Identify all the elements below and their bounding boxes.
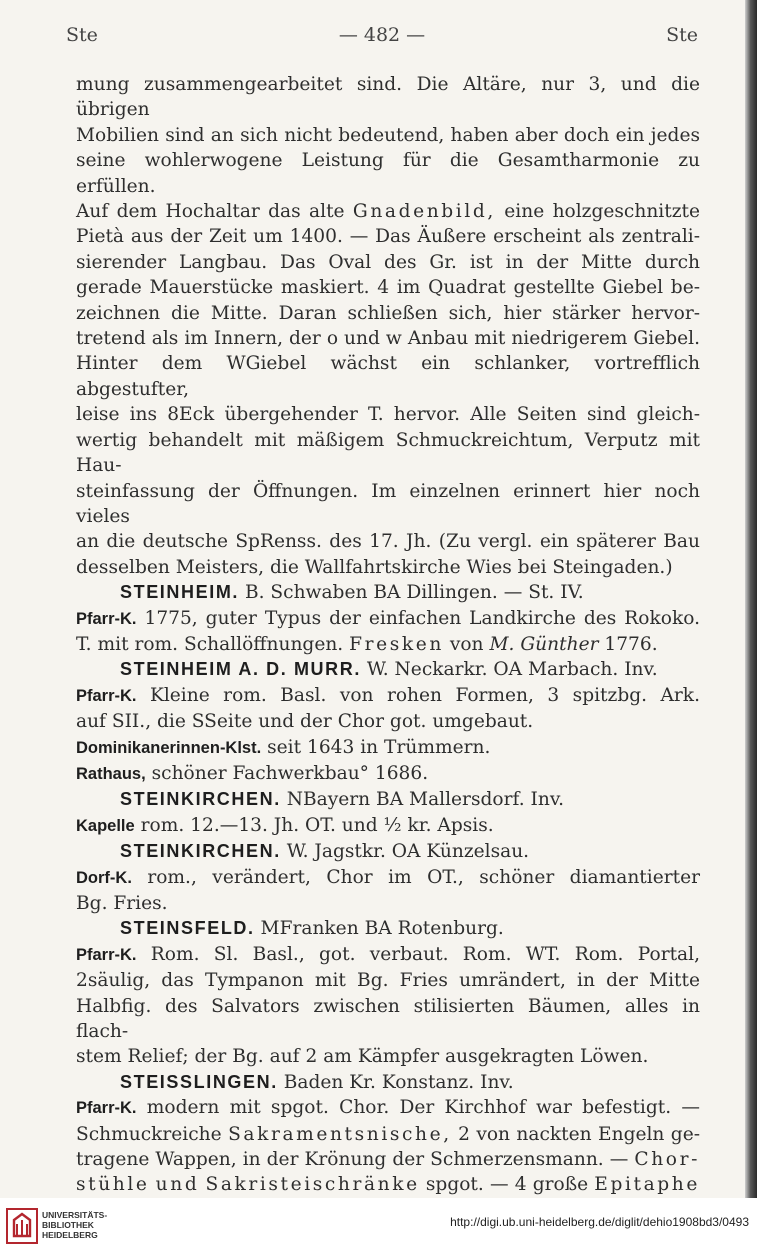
text-line [76, 761, 700, 787]
text-line: steinfassung der Öffnungen. Im einzelnen erinnert hier noch vieles [76, 480, 700, 527]
entry-header-steinsfeld [76, 916, 700, 941]
entry-info: Baden Kr. Konstanz. Inv. [283, 1071, 514, 1093]
text-line [76, 1147, 700, 1172]
keyword: Pfarr-K. [76, 686, 137, 705]
entry-name: STEINKIRCHEN. [120, 841, 281, 862]
text-line: desselben Meisters, die Wallfahrtskirche Wies bei Steingaden.) [76, 556, 673, 578]
spaced-term-epitaphe: Epitaphe [594, 1174, 700, 1196]
artist-name: M. Günther [489, 633, 599, 655]
spaced-term-gnadenbild: Gnadenbild, [352, 201, 496, 223]
text-line [76, 735, 700, 761]
text-fragment: spgot. — 4 große [425, 1174, 589, 1196]
text-line: Hinter dem WGiebel wächst ein schlanker, vortrefflich abgestufter, [76, 353, 700, 400]
text-fragment: 2 von nackten Engeln ge- [458, 1123, 700, 1145]
text-fragment: 1776. [604, 633, 658, 655]
entry-info: NBayern BA Mallersdorf. Inv. [286, 789, 565, 811]
text-fragment: seit 1643 in Trümmern. [267, 736, 491, 758]
footer-bar [0, 1198, 757, 1254]
library-name: UNIVERSITÄTS- BIBLIOTHEK HEIDELBERG [42, 1210, 108, 1240]
text-line [76, 199, 700, 224]
text-fragment: eine holzgeschnitzte [504, 201, 700, 223]
text-line [76, 632, 700, 657]
text-fragment: Auf dem Hochaltar das alte [76, 201, 345, 223]
text-line: Halbfig. des Salvators zwischen stilisierten Bäumen, alles in flach- [76, 995, 700, 1043]
university-library-logo-icon[interactable] [6, 1208, 38, 1244]
page-number: — 482 — [338, 24, 426, 46]
entry-header-steinkirchen-2 [76, 839, 700, 864]
text-line: tretend als im Innern, der o und w Anbau mit niedrigerem Giebel. [76, 328, 700, 350]
entry-info: MFranken BA Rotenburg. [260, 918, 504, 940]
entry-header-steinheim [76, 580, 700, 605]
entry-name: STEINHEIM. [120, 582, 240, 603]
entry-name: STEINKIRCHEN. [120, 789, 281, 810]
text-fragment: modern mit spgot. Chor. Der Kirchhof war befestigt. — [146, 1097, 700, 1119]
entry-name: STEISSLINGEN. [120, 1071, 278, 1092]
text-fragment: tragene Wappen, in der Krönung der Schmerzensmann. — [76, 1149, 629, 1171]
source-url-link[interactable]: http://digi.ub.uni-heidelberg.de/diglit/dehio1908bd3/0493 [450, 1215, 749, 1229]
text-line: Bg. Fries. [76, 893, 168, 914]
entry-name: STEINSFELD. [120, 918, 255, 939]
spaced-term-und: und [155, 1174, 200, 1196]
text-fragment: rom., verändert, Chor im OT., schöner diamantierter [147, 866, 700, 888]
entry-header-steinkirchen-1 [76, 787, 700, 812]
text-fragment: schöner Fachwerkbau° 1686. [151, 762, 429, 784]
spaced-term-sakramentsnische: Sakramentsnische, [228, 1123, 452, 1145]
text-line: seine wohlerwogene Leistung für die Gesamtharmonie zu erfüllen. [76, 150, 700, 197]
body-text [76, 72, 700, 1198]
entry-info: W. Jagstkr. OA Künzelsau. [286, 841, 530, 863]
text-line: zeichnen die Mitte. Daran schließen sich, hier stärker hervor- [76, 302, 700, 324]
text-line [76, 606, 700, 632]
keyword: Kapelle [76, 816, 135, 835]
text-line: auf SII., die SSeite und der Chor got. umgebaut. [76, 711, 534, 733]
entry-info: B. Schwaben BA Dillingen. — St. IV. [244, 582, 584, 604]
text-line [76, 865, 700, 891]
keyword: Dominikanerinnen-Klst. [76, 738, 262, 757]
running-head-right: Ste [666, 24, 698, 46]
text-line: sierender Langbau. Das Oval des Gr. ist in der Mitte durch [76, 251, 700, 273]
text-line: gerade Mauerstücke maskiert. 4 im Quadrat gestellte Giebel be- [76, 277, 700, 299]
spaced-term-sakristeischraenke: Sakristeischränke [205, 1174, 420, 1196]
text-line: 2säulig, das Tympanon mit Bg. Fries umrändert, in der Mitte [76, 970, 700, 992]
text-line [76, 1172, 700, 1197]
text-line: Mobilien sind an sich nicht bedeutend, haben aber doch ein jedes [76, 124, 700, 146]
text-line [76, 683, 700, 709]
keyword: Pfarr-K. [76, 1099, 137, 1118]
text-fragment: 1775, guter Typus der einfachen Landkirche des Rokoko. [144, 607, 700, 629]
text-line: leise ins 8Eck übergehender T. hervor. Alle Seiten sind gleich- [76, 404, 700, 426]
text-line: stem Relief; der Bg. auf 2 am Kämpfer ausgekragten Löwen. [76, 1046, 649, 1068]
text-line: Pietà aus der Zeit um 1400. — Das Äußere erscheint als zentrali- [76, 226, 700, 248]
text-line [76, 942, 700, 968]
running-head-left: Ste [66, 24, 98, 46]
entry-name: STEINHEIM A. D. MURR. [120, 659, 361, 680]
keyword: Dorf-K. [76, 868, 132, 887]
text-fragment: T. mit rom. Schallöffnungen. [76, 633, 344, 655]
spaced-term-chorstuehle: Chor- [634, 1149, 700, 1171]
spaced-term-fresken: Fresken [349, 633, 444, 655]
keyword: Pfarr-K. [76, 609, 137, 628]
page-edge-shadow [745, 0, 757, 1198]
keyword: Rathaus, [76, 764, 146, 783]
text-fragment: Kleine rom. Basl. von rohen Formen, 3 spitzbg. Ark. [149, 684, 700, 706]
entry-header-steinheim-murr [76, 657, 700, 682]
text-line [76, 1095, 700, 1121]
text-line [76, 1122, 700, 1147]
text-line [76, 813, 700, 839]
entry-header-steisslingen [76, 1070, 700, 1095]
text-fragment: rom. 12.—13. Jh. OT. und ½ kr. Apsis. [140, 814, 494, 836]
keyword: Pfarr-K. [76, 945, 137, 964]
spaced-term-stuehle: stühle [76, 1174, 150, 1196]
text-line: mung zusammengearbeitet sind. Die Altäre, nur 3, und die übrigen [76, 74, 700, 121]
text-line: wertig behandelt mit mäßigem Schmuckreichtum, Verputz mit Hau- [76, 429, 700, 477]
text-line: an die deutsche SpRenss. des 17. Jh. (Zu vergl. ein späterer Bau [76, 531, 700, 553]
text-fragment: Rom. Sl. Basl., got. verbaut. Rom. WT. Rom. Portal, [150, 943, 700, 965]
text-fragment: von [449, 633, 484, 655]
text-fragment: Schmuckreiche [76, 1123, 222, 1145]
entry-info: W. Neckarkr. OA Marbach. Inv. [366, 659, 658, 681]
